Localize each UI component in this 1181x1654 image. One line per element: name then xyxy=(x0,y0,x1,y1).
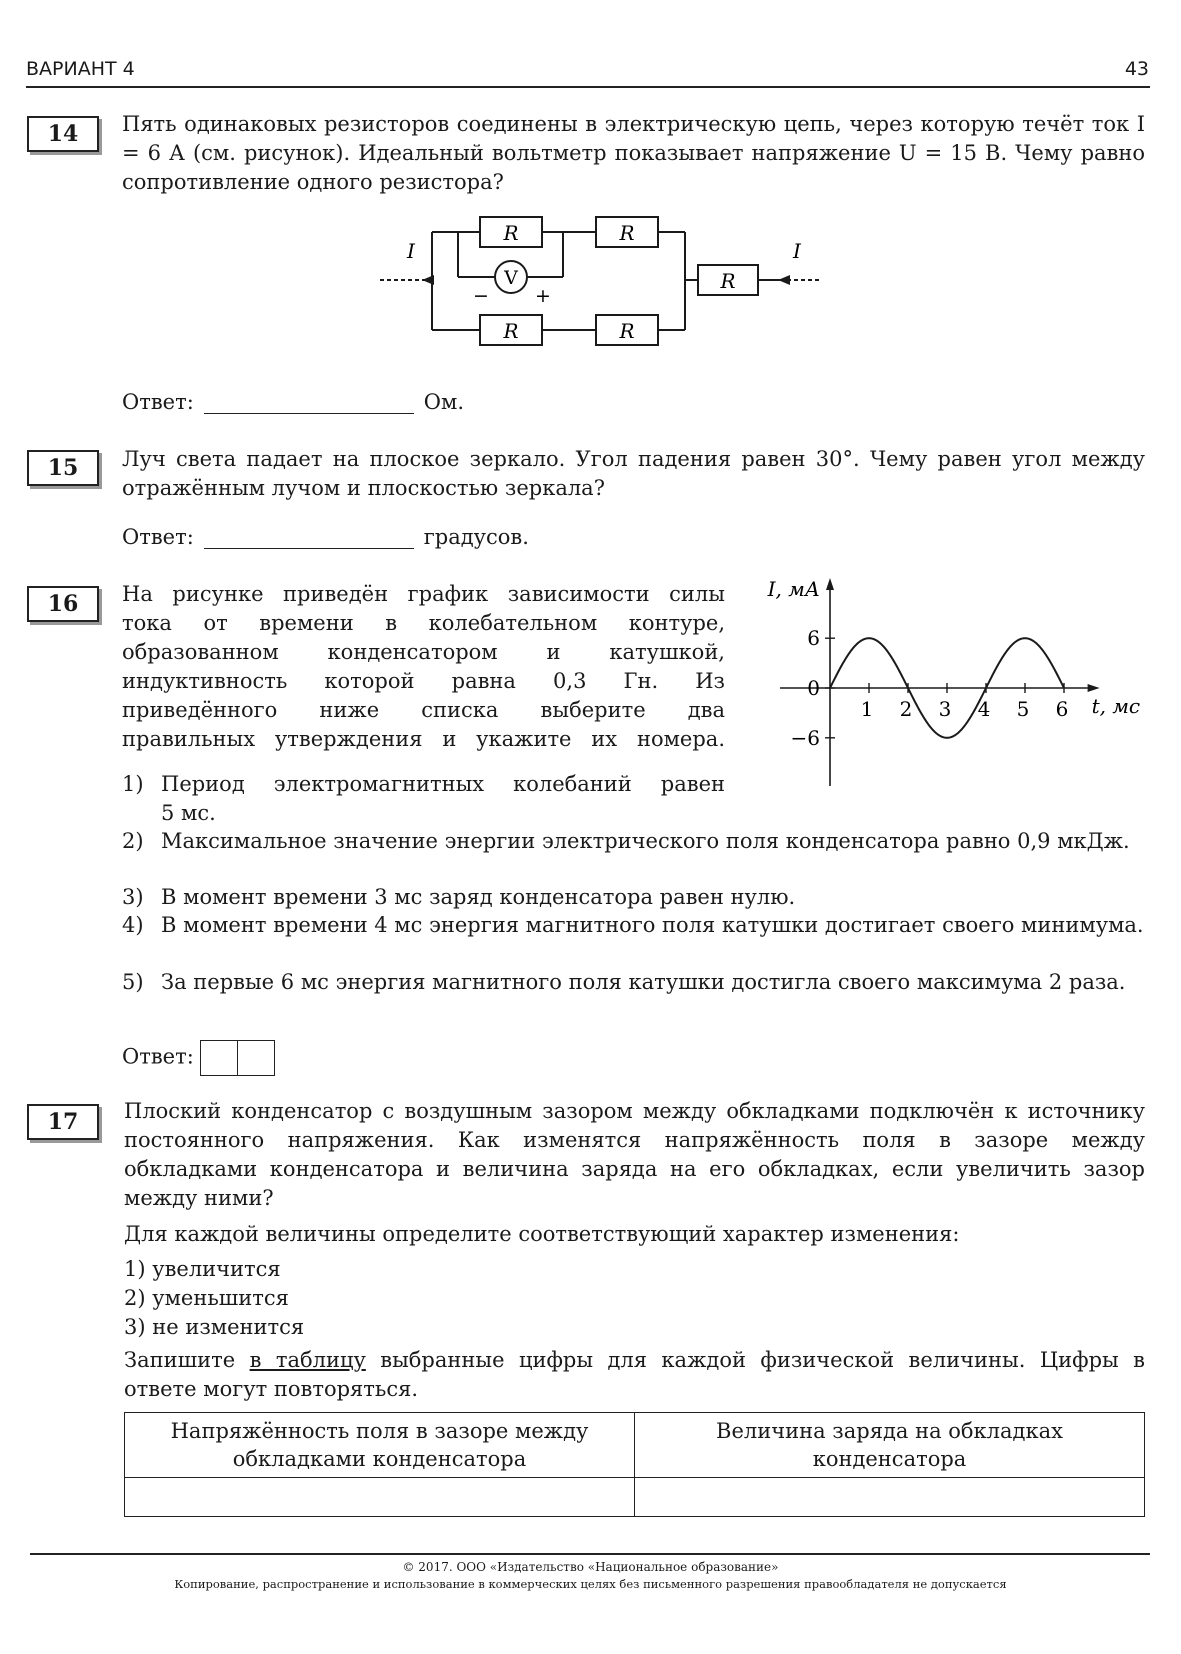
answer-16 xyxy=(122,1040,275,1076)
answer-14-input[interactable] xyxy=(204,391,414,414)
footer-notice: Копирование, распространение и использование в коммерческих целях без письменного разрешения правообладателя не допускается xyxy=(174,1577,1007,1591)
answer-16-cell-1[interactable] xyxy=(201,1041,237,1075)
y-axis-label: I, мА xyxy=(767,578,820,601)
x-axis-arrow xyxy=(1088,684,1100,692)
question-17-write-instruction: Запишите в таблицу выбранные цифры для каждой физической величины. Цифры в ответе могут повторяться. xyxy=(124,1348,1145,1401)
q16-option-5-num: 5) xyxy=(122,970,144,994)
answer-17-header-1: Напряжённость поля в зазоре между обкладками конденсатора xyxy=(125,1413,635,1478)
q16-option-2-text: Максимальное значение энергии электрического поля конденсатора равно 0,9 мкДж. xyxy=(161,829,1130,853)
question-14-number: 14 xyxy=(27,116,99,152)
q17-table-link: в таблицу xyxy=(249,1348,366,1372)
x-tick-label: 1 xyxy=(860,697,874,721)
answer-16-label: Ответ: xyxy=(122,1044,194,1069)
answer-14-unit: Ом. xyxy=(423,390,465,414)
voltmeter xyxy=(473,261,551,307)
q16-line-1: На рисунке приведён график зависимости силы xyxy=(122,582,725,606)
svg-text:R: R xyxy=(619,319,635,343)
q16-line-6: правильных утверждения и укажите их номера. xyxy=(122,727,725,751)
q16-option-3-num: 3) xyxy=(122,885,144,909)
q16-option-1-line-2: 5 мс. xyxy=(161,801,216,825)
q16-option-3 xyxy=(122,883,1145,912)
x-axis-label: t, мс xyxy=(1091,694,1141,718)
svg-text:R: R xyxy=(503,221,519,245)
answer-17-cell-2[interactable] xyxy=(635,1478,1145,1517)
q16-option-1 xyxy=(122,770,725,828)
question-16-number: 16 xyxy=(27,586,99,622)
y-tick-label: 6 xyxy=(807,626,820,651)
q16-option-2-num: 2) xyxy=(122,829,144,853)
answer-17-header-2: Величина заряда на обкладках конденсатора xyxy=(635,1413,1145,1478)
x-tick-label: 2 xyxy=(899,697,913,721)
page-number: 43 xyxy=(1124,58,1149,80)
q16-option-5-text: За первые 6 мс энергия магнитного поля катушки достигла своего максимума 2 раза. xyxy=(161,970,1126,994)
q16-option-4 xyxy=(122,911,1145,940)
q17-option-3: 3) не изменится xyxy=(124,1315,305,1339)
q17-option-2: 2) уменьшится xyxy=(124,1286,289,1310)
answer-17-table xyxy=(124,1412,1145,1517)
resistor-bottom-left xyxy=(480,315,542,345)
svg-text:V: V xyxy=(504,267,518,289)
header-rule xyxy=(26,86,1150,88)
question-15-text: Луч света падает на плоское зеркало. Угол падения равен 30°. Чему равен угол между отражённым лучом и плоскостью зеркала? xyxy=(122,447,1145,500)
answer-14 xyxy=(122,390,464,414)
q16-option-3-text: В момент времени 3 мс заряд конденсатора равен нулю. xyxy=(161,885,796,909)
resistor-top-right xyxy=(596,217,658,247)
question-14-text: Пять одинаковых резисторов соединены в электрическую цепь, через которую течёт ток I = 6 А (см. рисунок). Идеальный вольтметр показывает напряжение U = 15 В. Чему равно сопротивление одного резистора? xyxy=(122,112,1145,194)
question-15-number: 15 xyxy=(27,450,99,486)
x-tick-label: 4 xyxy=(977,697,991,721)
q16-line-2: тока от времени в колебательном контуре, xyxy=(122,611,725,635)
svg-text:R: R xyxy=(619,221,635,245)
q16-option-4-text: В момент времени 4 мс энергия магнитного поля катушки достигает своего минимума. xyxy=(161,913,1144,937)
current-arrow-left xyxy=(422,275,434,285)
question-17-text: Плоский конденсатор с воздушным зазором между обкладками подключён к источнику постоянного напряжения. Как изменятся напряжённость поля в зазоре между обкладками конденсатора и величина заряда на его обкладках, если увеличить зазор между ними? xyxy=(124,1099,1145,1210)
answer-15-label: Ответ: xyxy=(122,525,194,549)
question-17-instruction: Для каждой величины определите соответствующий характер изменения: xyxy=(124,1222,960,1246)
question-17-options xyxy=(124,1255,724,1342)
answer-15-input[interactable] xyxy=(204,526,414,549)
q16-option-4-num: 4) xyxy=(122,913,144,937)
current-time-chart xyxy=(760,578,1145,793)
q16-line-3: образованном конденсатором и катушкой, xyxy=(122,640,725,664)
footer-copyright: © 2017. ООО «Издательство «Национальное образование» xyxy=(402,1560,779,1574)
answer-14-label: Ответ: xyxy=(122,390,194,414)
q16-option-1-num: 1) xyxy=(122,772,144,796)
resistor-top-left xyxy=(480,217,542,247)
current-label-left: I xyxy=(407,239,415,263)
question-16-text xyxy=(122,580,725,754)
x-tick-label: 6 xyxy=(1055,697,1069,721)
q16-line-5: приведённого ниже списка выберите два xyxy=(122,698,725,722)
svg-text:R: R xyxy=(503,319,519,343)
current-arrow-right xyxy=(778,275,790,285)
answer-15 xyxy=(122,525,529,549)
svg-text:−: − xyxy=(473,285,489,307)
svg-text:R: R xyxy=(720,269,736,293)
answer-16-cells[interactable] xyxy=(200,1040,275,1076)
x-tick-label: 3 xyxy=(938,697,952,721)
q17-option-1: 1) увеличится xyxy=(124,1257,281,1281)
answer-17-cell-1[interactable] xyxy=(125,1478,635,1517)
answer-16-cell-2[interactable] xyxy=(237,1041,274,1075)
q16-option-1-line-1: Период электромагнитных колебаний равен xyxy=(161,772,725,796)
y-axis-arrow xyxy=(826,578,834,590)
y-tick-label: 0 xyxy=(807,676,820,700)
question-17-number: 17 xyxy=(27,1104,99,1140)
x-tick-label: 5 xyxy=(1016,697,1030,721)
resistor-bottom-right xyxy=(596,315,658,345)
y-tick-label: −6 xyxy=(790,725,820,750)
answer-15-unit: градусов. xyxy=(423,525,529,549)
variant-label: ВАРИАНТ 4 xyxy=(26,58,135,80)
svg-text:+: + xyxy=(535,285,551,307)
q16-option-5 xyxy=(122,968,1145,997)
current-label-right: I xyxy=(793,239,801,263)
circuit-diagram xyxy=(380,205,880,365)
footer-rule xyxy=(30,1553,1150,1555)
resistor-series xyxy=(698,265,758,295)
q16-line-4: индуктивность которой равна 0,3 Гн. Из xyxy=(122,669,725,693)
q16-option-2 xyxy=(122,827,1145,856)
